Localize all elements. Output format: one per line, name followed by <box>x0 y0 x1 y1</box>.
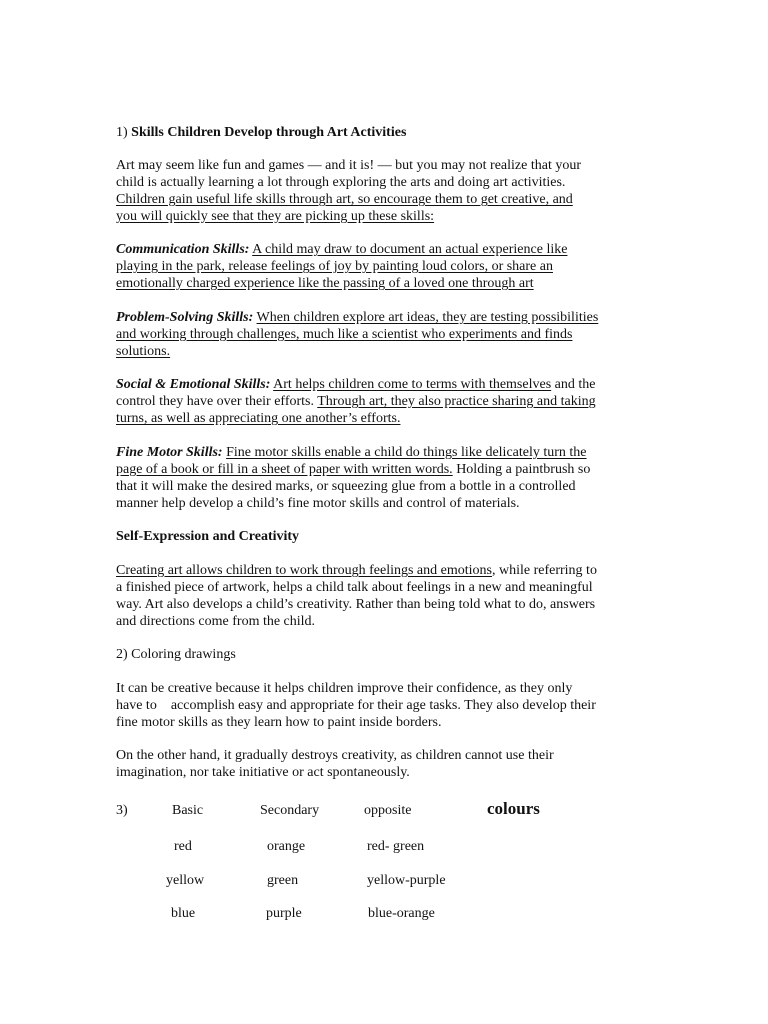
text-line: have to accomplish easy and appropriate for their age tasks. They also develop their <box>116 698 596 713</box>
text-line: child is actually learning a lot through exploring the arts and doing art activities. <box>116 175 566 190</box>
column-header-title: colours <box>487 799 540 818</box>
text-line: Children gain useful life skills through art, so encourage them to get creative, and <box>116 192 573 207</box>
text-line: A child may draw to document an actual experience like <box>252 242 568 257</box>
table-cell: purple <box>266 906 302 921</box>
text-line: that it will make the desired marks, or squeezing glue from a bottle in a controlled <box>116 479 576 494</box>
column-header: Secondary <box>260 803 320 818</box>
self-expression-heading: Self-Expression and Creativity <box>116 529 300 544</box>
column-header: opposite <box>364 803 412 818</box>
text-line: Art may seem like fun and games — and it is! — but you may not realize that your <box>116 158 581 173</box>
skill-label: Social & Emotional Skills: <box>116 377 271 392</box>
table-cell: blue <box>171 906 196 921</box>
text-line: emotionally charged experience like the passing of a loved one through art <box>116 276 534 291</box>
text-line: Through art, they also practice sharing and taking <box>317 394 596 409</box>
table-cell: red <box>174 839 192 854</box>
text-line: Fine motor skills enable a child do things like delicately turn the <box>226 445 587 460</box>
text-line: playing in the park, release feelings of joy by painting loud colors, or share an <box>116 259 553 274</box>
section-title: Skills Children Develop through Art Activities <box>131 125 407 140</box>
text-line: When children explore art ideas, they are testing possibilities <box>256 310 599 325</box>
section-3-number: 3) <box>116 803 128 818</box>
skill-label: Fine Motor Skills: <box>116 445 223 460</box>
text-line: Holding a paintbrush so <box>452 462 591 477</box>
text-line: control they have over their efforts. <box>116 394 318 409</box>
text-line: Creating art allows children to work through feelings and emotions <box>116 563 492 578</box>
table-cell: green <box>267 873 299 888</box>
text-line: you will quickly see that they are picking up these skills: <box>116 209 435 224</box>
text-line: fine motor skills as they learn how to paint inside borders. <box>116 715 442 730</box>
table-cell: blue-orange <box>368 906 435 921</box>
text-line: solutions. <box>116 344 171 359</box>
text-line: Art helps children come to terms with themselves <box>273 377 552 392</box>
text-line: turns, as well as appreciating one another’s efforts. <box>116 411 401 426</box>
skill-label: Communication Skills: <box>116 242 250 257</box>
text-line: , while referring to <box>491 563 597 578</box>
section-2-heading: 2) Coloring drawings <box>116 647 236 662</box>
text-line: and the <box>551 377 596 392</box>
text-line: imagination, nor take initiative or act spontaneously. <box>116 765 410 780</box>
text-line: page of a book or fill in a sheet of paper with written words. <box>116 462 453 477</box>
skill-label: Problem-Solving Skills: <box>116 310 254 325</box>
text-line: and working through challenges, much like a scientist who experiments and finds <box>116 327 573 342</box>
table-cell: yellow-purple <box>367 873 446 888</box>
text-line: and directions come from the child. <box>116 614 316 629</box>
table-cell: orange <box>267 839 306 854</box>
text-line: It can be creative because it helps children improve their confidence, as they only <box>116 681 573 696</box>
text-line: On the other hand, it gradually destroys creativity, as children cannot use their <box>116 748 554 763</box>
table-cell: yellow <box>166 873 205 888</box>
text-line: way. Art also develops a child’s creativity. Rather than being told what to do, answers <box>116 597 596 612</box>
table-cell: red- green <box>367 839 425 854</box>
section-number: 1) <box>116 125 128 140</box>
text-line: manner help develop a child’s fine motor skills and control of materials. <box>116 496 520 511</box>
column-header: Basic <box>172 803 204 818</box>
text-line: a finished piece of artwork, helps a child talk about feelings in a new and meaningful <box>116 580 593 595</box>
